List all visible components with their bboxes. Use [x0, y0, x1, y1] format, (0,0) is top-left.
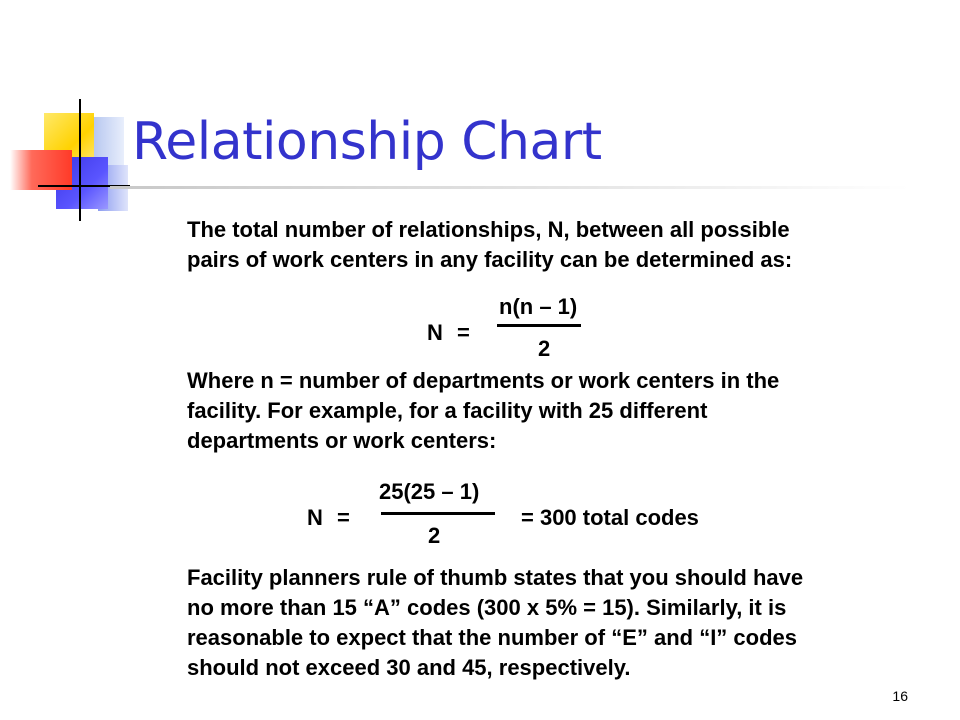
formula-fraction-bar — [497, 324, 581, 327]
example-numerator: 25(25 – 1) — [379, 479, 480, 504]
closing-line-3: reasonable to expect that the number of “E” and “I” codes — [187, 625, 798, 650]
formula-denominator: 2 — [538, 336, 551, 361]
intro-paragraph — [187, 215, 792, 275]
formula-equals: = — [457, 320, 470, 345]
example-denominator: 2 — [428, 523, 441, 548]
formula-numerator: n(n – 1) — [499, 294, 578, 319]
example-equals: = — [337, 505, 350, 530]
intro-line-1: The total number of relationships, N, between all possible — [187, 217, 790, 242]
where-line-2: facility. For example, for a facility with 25 different — [187, 398, 708, 423]
where-line-3: departments or work centers: — [187, 428, 497, 453]
example-lhs: N — [307, 505, 323, 530]
closing-line-2: no more than 15 “A” codes (300 x 5% = 15). Similarly, it is — [187, 595, 787, 620]
closing-line-1: Facility planners rule of thumb states that you should have — [187, 565, 804, 590]
closing-paragraph — [187, 563, 803, 683]
where-line-1: Where n = number of departments or work centers in the — [187, 368, 780, 393]
slide-number: 16 — [892, 688, 908, 704]
slide-title: Relationship Chart — [132, 112, 602, 172]
decorative-logo — [0, 95, 140, 225]
example-fraction-bar — [381, 512, 495, 515]
example-result: = 300 total codes — [521, 505, 699, 530]
title-divider — [110, 186, 910, 189]
formula-lhs: N — [427, 320, 443, 345]
where-paragraph — [187, 366, 779, 456]
closing-line-4: should not exceed 30 and 45, respectively. — [187, 655, 631, 680]
intro-line-2: pairs of work centers in any facility can be determined as: — [187, 247, 793, 272]
